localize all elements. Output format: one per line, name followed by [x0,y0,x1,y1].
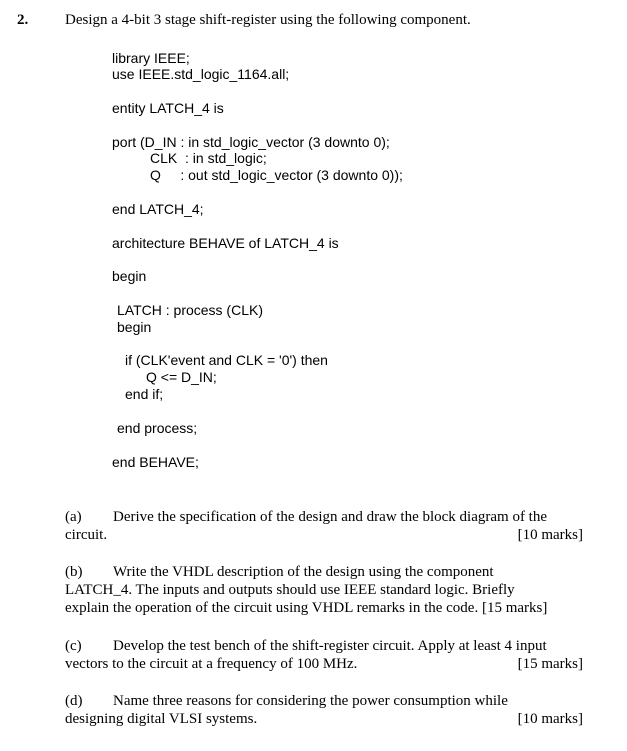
part-text: Derive the specification of the design and draw the block diagram of the [113,509,548,525]
code-line: LATCH : process (CLK) [117,302,263,318]
part-text: vectors to the circuit at a frequency of 100 MHz. [65,656,358,672]
code-line: begin [117,319,152,335]
marks: [15 marks] [517,656,583,672]
part-text: Name three reasons for considering the power consumption while [113,693,508,709]
marks: [10 marks] [517,527,583,543]
part-label: (d) [65,693,83,709]
code-line: library IEEE; [112,50,190,66]
code-line: CLK : in std_logic; [150,150,267,166]
code-line: begin [112,268,147,284]
code-line: end LATCH_4; [112,201,204,217]
part-text: explain the operation of the circuit using VHDL remarks in the code. [15 marks] [65,600,548,616]
part-b [65,563,583,617]
part-text: Develop the test bench of the shift-register circuit. Apply at least 4 input [113,638,547,654]
marks: [10 marks] [517,711,583,727]
part-a [65,508,583,544]
code-line: port (D_IN : in std_logic_vector (3 downto 0); [112,134,390,150]
code-line: end if; [125,386,164,402]
code-line: Q <= D_IN; [146,369,217,385]
code-line: architecture BEHAVE of LATCH_4 is [112,235,339,251]
code-line: Q : out std_logic_vector (3 downto 0)); [150,167,403,183]
code-line: if (CLK'event and CLK = '0') then [125,352,328,368]
part-label: (c) [65,638,82,654]
part-label: (a) [65,509,82,525]
part-c [65,637,583,673]
part-text: LATCH_4. The inputs and outputs should use IEEE standard logic. Briefly [65,582,515,598]
code-line: end process; [117,420,198,436]
part-text: circuit. [65,527,108,543]
part-text: Write the VHDL description of the design using the component [113,564,494,580]
code-line: use IEEE.std_logic_1164.all; [112,66,290,82]
code-line: entity LATCH_4 is [112,100,224,116]
part-text: designing digital VLSI systems. [65,711,258,727]
part-label: (b) [65,564,83,580]
code-line: end BEHAVE; [112,454,199,470]
part-d [65,692,583,728]
question-number: 2. [17,12,29,28]
question-prompt: Design a 4-bit 3 stage shift-register using the following component. [65,12,471,28]
